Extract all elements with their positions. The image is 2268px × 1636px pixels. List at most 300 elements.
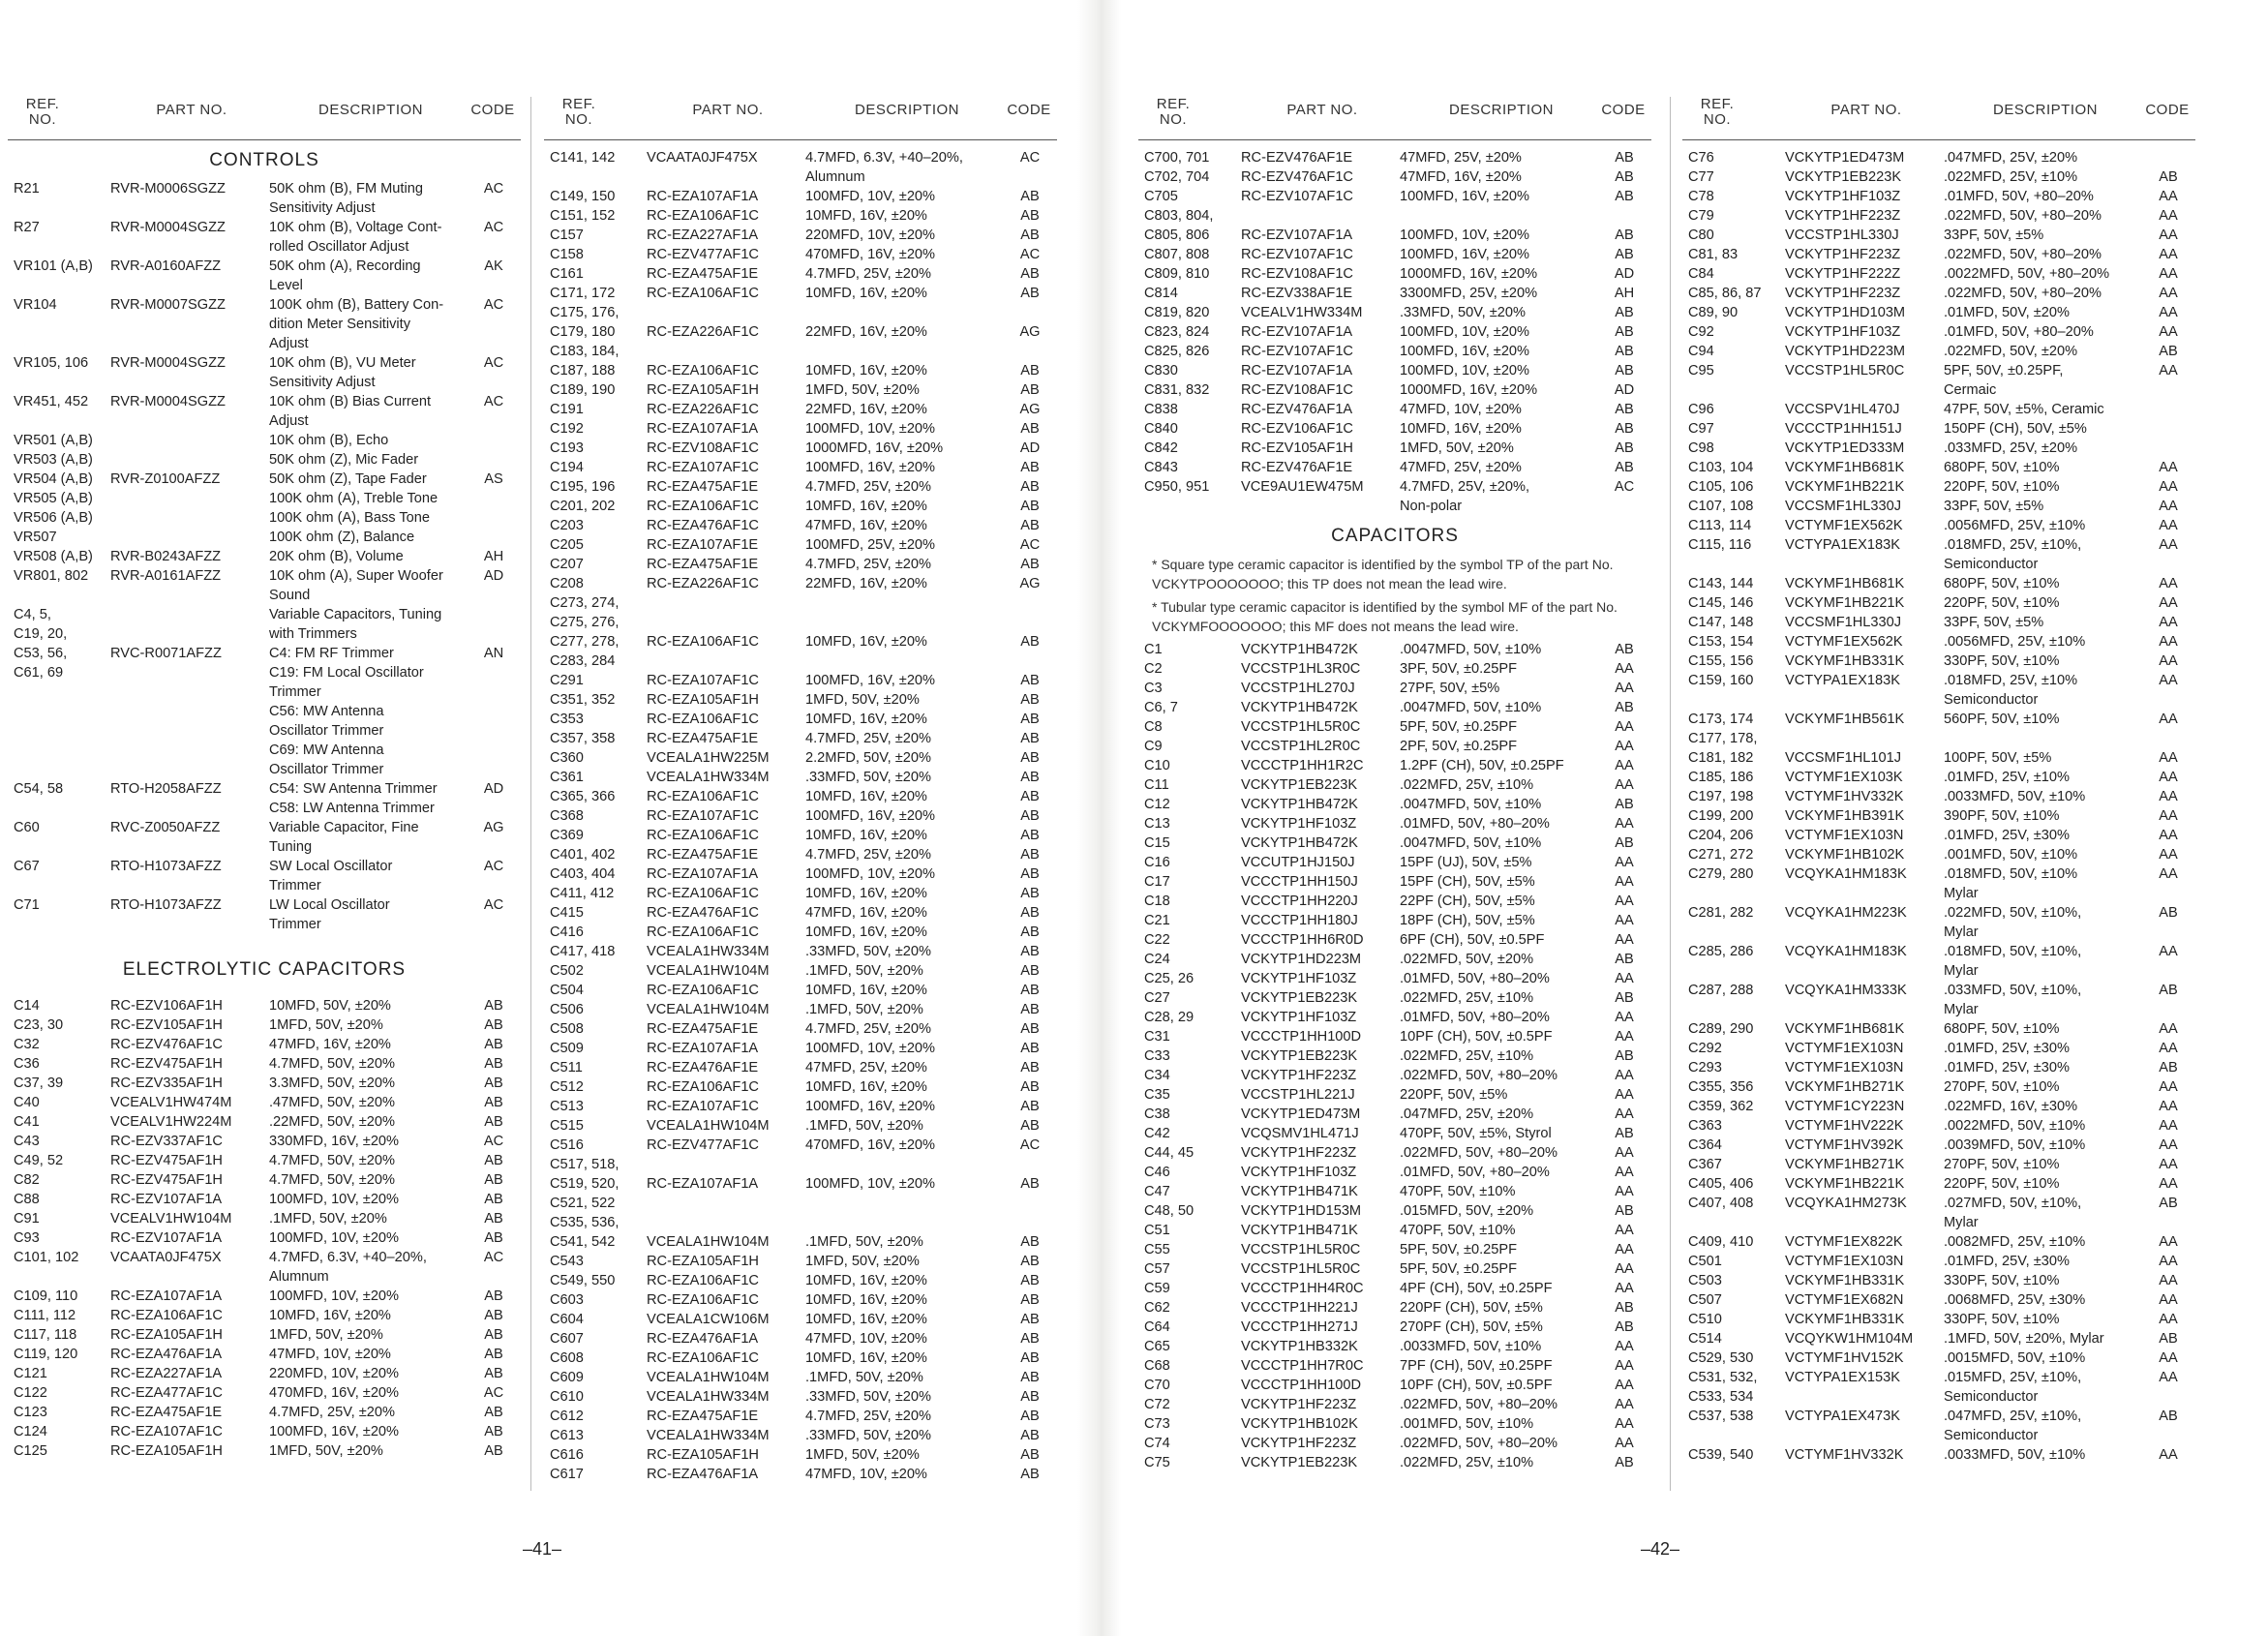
ref-no-cell bbox=[8, 334, 110, 353]
table-row bbox=[544, 322, 1057, 342]
description-cell: Semiconductor bbox=[1944, 1428, 2039, 1443]
part-no-cell: VCTYMF1EX103N bbox=[1785, 1041, 1904, 1056]
description-cell: Sensitivity Adjust bbox=[269, 375, 376, 390]
code-cell bbox=[470, 528, 517, 547]
table-row bbox=[1682, 1387, 2195, 1407]
table-row bbox=[1138, 1453, 1651, 1472]
ref-no-cell: C151, 152 bbox=[550, 208, 616, 224]
code-cell: AA bbox=[1615, 894, 1634, 909]
table-row bbox=[1138, 1143, 1651, 1163]
table-row bbox=[1682, 768, 2195, 787]
table-row bbox=[1138, 1201, 1651, 1221]
column-divider bbox=[530, 97, 531, 1491]
code-cell: AD bbox=[1019, 440, 1041, 456]
part-no-cell bbox=[110, 915, 269, 934]
table-row bbox=[1682, 458, 2195, 477]
code-cell: AB bbox=[1020, 189, 1040, 204]
ref-no-cell: C702, 704 bbox=[1144, 169, 1210, 185]
ref-no-cell: C173, 174 bbox=[1688, 712, 1754, 727]
code-cell: AB bbox=[1615, 1300, 1634, 1316]
code-cell: AA bbox=[2159, 1447, 2178, 1463]
part-no-cell: RC-EZA476AF1C bbox=[647, 905, 759, 921]
description-cell: 1.2PF (CH), 50V, ±0.25PF bbox=[1400, 758, 1564, 773]
part-no-cell bbox=[647, 303, 805, 322]
description-cell: 680PF, 50V, ±10% bbox=[1944, 576, 2060, 591]
ref-no-cell: C192 bbox=[550, 421, 584, 437]
code-cell: AA bbox=[2159, 770, 2178, 785]
code-cell bbox=[2145, 1213, 2192, 1232]
ref-no-cell bbox=[8, 876, 110, 895]
ref-no-cell: C78 bbox=[1688, 189, 1714, 204]
table-row bbox=[1682, 923, 2195, 942]
description-cell: .001MFD, 50V, ±10% bbox=[1400, 1416, 1534, 1432]
code-cell: AB bbox=[1020, 1002, 1040, 1017]
table-row bbox=[8, 276, 521, 295]
part-no-cell: RC-EZV476AF1E bbox=[1241, 150, 1353, 166]
description-cell: 100MFD, 10V, ±20% bbox=[805, 1041, 936, 1056]
ref-no-cell: C92 bbox=[1688, 324, 1714, 340]
part-no-cell bbox=[110, 334, 269, 353]
code-cell bbox=[2145, 961, 2192, 981]
part-no-cell: RC-EZA105AF1H bbox=[110, 1443, 223, 1459]
table-row bbox=[1682, 710, 2195, 729]
table-row bbox=[544, 342, 1057, 361]
electrolytic-table-cont bbox=[544, 148, 1057, 1484]
description-cell: 4PF (CH), 50V, ±0.25PF bbox=[1400, 1281, 1553, 1296]
ref-no-cell: C32 bbox=[14, 1037, 40, 1052]
ref-no-cell bbox=[1138, 497, 1241, 516]
ref-no-cell: C16 bbox=[1144, 855, 1170, 870]
table-row bbox=[544, 380, 1057, 400]
ref-no-cell: C609 bbox=[550, 1370, 584, 1385]
code-cell: AB bbox=[1020, 518, 1040, 533]
code-cell: AA bbox=[1615, 777, 1634, 793]
code-cell: AB bbox=[1020, 634, 1040, 650]
part-no-cell: VCKYTP1EB223K bbox=[1241, 1048, 1358, 1064]
description-cell: .0015MFD, 50V, ±10% bbox=[1944, 1350, 2086, 1366]
code-cell: AB bbox=[1020, 460, 1040, 475]
code-cell: AC bbox=[1614, 479, 1635, 495]
ref-no-cell: C15 bbox=[1144, 835, 1170, 851]
table-row bbox=[1138, 969, 1651, 988]
table-row bbox=[544, 1058, 1057, 1077]
table-row bbox=[1682, 1310, 2195, 1329]
part-no-cell: VCKYTP1HB471K bbox=[1241, 1223, 1358, 1238]
description-cell: .0047MFD, 50V, ±10% bbox=[1400, 642, 1542, 657]
table-row bbox=[544, 729, 1057, 748]
description-cell: 5PF, 50V, ±0.25PF, bbox=[1944, 363, 2064, 379]
code-cell bbox=[2145, 923, 2192, 942]
code-cell bbox=[1007, 167, 1053, 187]
table-row bbox=[8, 1054, 521, 1074]
code-cell: AA bbox=[2159, 1312, 2178, 1327]
part-no-cell: RC-EZV108AF1C bbox=[1241, 382, 1353, 398]
description-cell: LW Local Oscillator bbox=[269, 897, 390, 913]
part-no-cell: VCCSTP1HL330J bbox=[1785, 227, 1899, 243]
ref-no-cell bbox=[1682, 1426, 1785, 1445]
code-cell: AC bbox=[483, 859, 504, 874]
table-row bbox=[1138, 833, 1651, 853]
table-row bbox=[544, 1000, 1057, 1019]
description-cell: 270PF, 50V, ±10% bbox=[1944, 1079, 2060, 1095]
part-no-cell: RC-EZA476AF1A bbox=[647, 1331, 759, 1347]
code-cell: AA bbox=[1615, 1145, 1634, 1161]
table-row bbox=[8, 702, 521, 721]
description-cell: 7PF (CH), 50V, ±0.25PF bbox=[1400, 1358, 1553, 1374]
code-cell: AC bbox=[483, 355, 504, 371]
ref-no-cell: C4, 5, bbox=[14, 607, 51, 622]
description-cell: Semiconductor bbox=[1944, 1389, 2039, 1405]
part-no-cell: VCKYTP1EB223K bbox=[1241, 1455, 1358, 1470]
description-cell: Alumnum bbox=[269, 1269, 329, 1285]
part-no-cell: RC-EZA107AF1A bbox=[647, 421, 759, 437]
part-no-cell bbox=[110, 799, 269, 818]
part-no-cell: VCEALV1HW334M bbox=[1241, 305, 1363, 320]
table-row bbox=[1138, 303, 1651, 322]
ref-no-cell: C111, 112 bbox=[14, 1308, 76, 1323]
code-cell: AB bbox=[1615, 1319, 1634, 1335]
ref-no-cell: C44, 45 bbox=[1144, 1145, 1194, 1161]
part-no-cell: VCKYTP1HD103M bbox=[1785, 305, 1906, 320]
table-row bbox=[1682, 167, 2195, 187]
table-row bbox=[8, 605, 521, 624]
part-no-cell: VCTYMF1HV332K bbox=[1785, 789, 1904, 804]
code-cell: AB bbox=[2159, 1409, 2178, 1424]
table-row bbox=[544, 264, 1057, 284]
code-cell: AB bbox=[1020, 847, 1040, 863]
part-no-cell: VCKYMF1HB561K bbox=[1785, 712, 1905, 727]
description-cell: 3300MFD, 25V, ±20% bbox=[1400, 286, 1538, 301]
ref-no-cell: C504 bbox=[550, 983, 584, 998]
description-cell: 4.7MFD, 50V, ±20% bbox=[269, 1056, 395, 1072]
header-part-no: PART NO. bbox=[1830, 102, 1902, 118]
ref-no-cell: C14 bbox=[14, 998, 40, 1014]
column-2 bbox=[544, 93, 1057, 1484]
table-row bbox=[1682, 1019, 2195, 1039]
description-cell: 33PF, 50V, ±5% bbox=[1944, 615, 2044, 630]
code-cell: AG bbox=[483, 820, 504, 835]
code-cell: AB bbox=[1020, 750, 1040, 766]
description-cell: 47MFD, 16V, ±20% bbox=[269, 1037, 391, 1052]
description-cell: 47MFD, 25V, ±20% bbox=[1400, 150, 1522, 166]
ref-no-cell: C610 bbox=[550, 1389, 584, 1405]
part-no-cell: RC-EZA475AF1E bbox=[647, 266, 759, 282]
part-no-cell: RC-EZA106AF1C bbox=[110, 1308, 223, 1323]
table-row bbox=[1138, 361, 1651, 380]
ref-no-cell: C543 bbox=[550, 1254, 584, 1269]
part-no-cell: RVR-Z0100AFZZ bbox=[110, 471, 221, 487]
code-cell bbox=[470, 876, 517, 895]
part-no-cell: RC-EZA475AF1E bbox=[110, 1405, 223, 1420]
part-no-cell: VCTYMF1HV332K bbox=[1785, 1447, 1904, 1463]
ref-no-cell: C77 bbox=[1688, 169, 1714, 185]
ref-no-cell: C22 bbox=[1144, 932, 1170, 948]
code-cell bbox=[470, 702, 517, 721]
part-no-cell bbox=[110, 198, 269, 218]
description-cell: .0022MFD, 50V, +80–20% bbox=[1944, 266, 2110, 282]
ref-no-cell: C107, 108 bbox=[1688, 499, 1754, 514]
table-row bbox=[1138, 245, 1651, 264]
code-cell: AB bbox=[1020, 983, 1040, 998]
table-row bbox=[1682, 671, 2195, 690]
code-cell: AD bbox=[483, 781, 504, 797]
code-cell bbox=[1601, 206, 1648, 226]
ref-no-cell: C67 bbox=[14, 859, 40, 874]
part-no-cell: RC-EZV107AF1C bbox=[1241, 344, 1353, 359]
description-cell: 5PF, 50V, ±0.25PF bbox=[1400, 1242, 1518, 1257]
ref-no-cell: C501 bbox=[1688, 1254, 1722, 1269]
part-no-cell: VCCCTP1HH100D bbox=[1241, 1378, 1362, 1393]
code-cell: AA bbox=[2159, 828, 2178, 843]
code-cell: AB bbox=[1615, 324, 1634, 340]
ref-no-cell: C194 bbox=[550, 460, 584, 475]
table-row bbox=[1682, 439, 2195, 458]
table-row bbox=[1682, 1290, 2195, 1310]
table-row bbox=[8, 373, 521, 392]
part-no-cell: VCTYMF1HV222K bbox=[1785, 1118, 1904, 1134]
ref-no-cell: C49, 52 bbox=[14, 1153, 64, 1168]
table-row bbox=[1138, 380, 1651, 400]
description-cell: 10MFD, 16V, ±20% bbox=[805, 1350, 927, 1366]
ref-no-cell: C604 bbox=[550, 1312, 584, 1327]
page-number: –41– bbox=[523, 1539, 562, 1559]
description-cell: .01MFD, 25V, ±10% bbox=[1944, 770, 2070, 785]
part-no-cell: VCCSMF1HL330J bbox=[1785, 615, 1902, 630]
code-cell: AA bbox=[2159, 615, 2178, 630]
description-cell: 270PF (CH), 50V, ±5% bbox=[1400, 1319, 1543, 1335]
ref-no-cell: C364 bbox=[1688, 1137, 1722, 1153]
header-ref-no: REF. NO. bbox=[25, 96, 60, 128]
table-row bbox=[1138, 1395, 1651, 1414]
part-no-cell: VCQYKW1HM104M bbox=[1785, 1331, 1914, 1347]
part-no-cell: VCKYTP1EB223K bbox=[1785, 169, 1902, 185]
part-no-cell: VCCSTP1HL5R0C bbox=[1241, 1261, 1361, 1277]
ref-no-cell: C535, 536, bbox=[550, 1215, 620, 1230]
table-row bbox=[1138, 1008, 1651, 1027]
table-row bbox=[1682, 1077, 2195, 1097]
ref-no-cell: C101, 102 bbox=[14, 1250, 79, 1265]
ref-no-cell: R27 bbox=[14, 220, 40, 235]
description-cell: 4.7MFD, 25V, ±20% bbox=[805, 731, 931, 746]
table-row bbox=[8, 431, 521, 450]
description-cell: .022MFD, 50V, +80–20% bbox=[1400, 1397, 1557, 1412]
ref-no-cell: C508 bbox=[550, 1021, 584, 1037]
description-cell: 10PF (CH), 50V, ±0.5PF bbox=[1400, 1378, 1553, 1393]
code-cell: AB bbox=[1020, 1312, 1040, 1327]
ref-no-cell: C145, 146 bbox=[1688, 595, 1754, 611]
description-cell: 10MFD, 16V, ±20% bbox=[805, 286, 927, 301]
description-cell: 18PF (CH), 50V, ±5% bbox=[1400, 913, 1535, 928]
code-cell: AB bbox=[484, 1172, 503, 1188]
description-cell: 470PF, 50V, ±5%, Styrol bbox=[1400, 1126, 1552, 1141]
description-cell: .0047MFD, 50V, ±10% bbox=[1400, 835, 1542, 851]
table-row bbox=[1138, 853, 1651, 872]
ref-no-cell: C37, 39 bbox=[14, 1076, 64, 1091]
description-cell: 4.7MFD, 50V, ±20% bbox=[269, 1172, 395, 1188]
ref-no-cell bbox=[8, 741, 110, 760]
table-row bbox=[1682, 651, 2195, 671]
ref-no-cell: C607 bbox=[550, 1331, 584, 1347]
ref-no-cell: C831, 832 bbox=[1144, 382, 1210, 398]
part-no-cell: RC-EZV107AF1A bbox=[110, 1230, 223, 1246]
table-row bbox=[1682, 1271, 2195, 1290]
description-cell: .0047MFD, 50V, ±10% bbox=[1400, 700, 1542, 715]
table-row bbox=[8, 218, 521, 237]
code-cell: AB bbox=[1615, 402, 1634, 417]
code-cell bbox=[470, 450, 517, 470]
description-cell: .027MFD, 50V, ±10%, bbox=[1944, 1196, 2082, 1211]
description-cell: .01MFD, 25V, ±30% bbox=[1944, 828, 2070, 843]
part-no-cell: VCKYTP1HF223Z bbox=[1785, 286, 1901, 301]
part-no-cell: RC-EZA477AF1C bbox=[110, 1385, 223, 1401]
table-row bbox=[1138, 477, 1651, 497]
table-row bbox=[1682, 361, 2195, 380]
code-cell: AA bbox=[2159, 1350, 2178, 1366]
table-row bbox=[8, 508, 521, 528]
part-no-cell bbox=[110, 741, 269, 760]
ref-no-cell: C65 bbox=[1144, 1339, 1170, 1354]
description-cell: 100MFD, 10V, ±20% bbox=[1400, 324, 1530, 340]
code-cell: AB bbox=[484, 1424, 503, 1439]
table-row bbox=[544, 1116, 1057, 1136]
description-cell: 10MFD, 16V, ±20% bbox=[1400, 421, 1522, 437]
ref-no-cell: C158 bbox=[550, 247, 584, 262]
description-cell: .01MFD, 50V, +80–20% bbox=[1400, 1165, 1550, 1180]
code-cell: AB bbox=[1020, 1389, 1040, 1405]
table-row bbox=[8, 682, 521, 702]
code-cell bbox=[1007, 342, 1053, 361]
description-cell: 10MFD, 16V, ±20% bbox=[805, 1312, 927, 1327]
ref-no-cell: C361 bbox=[550, 770, 584, 785]
description-cell: .01MFD, 25V, ±30% bbox=[1944, 1060, 2070, 1076]
description-cell: Adjust bbox=[269, 413, 309, 429]
code-cell bbox=[470, 682, 517, 702]
ref-no-cell: C81, 83 bbox=[1688, 247, 1739, 262]
description-cell: .0047MFD, 50V, ±10% bbox=[1400, 797, 1542, 812]
code-cell: AB bbox=[1615, 1048, 1634, 1064]
description-cell: 27PF, 50V, ±5% bbox=[1400, 681, 1500, 696]
table-row bbox=[8, 1364, 521, 1383]
part-no-cell: VCCSTP1HL2R0C bbox=[1241, 739, 1361, 754]
part-no-cell bbox=[1785, 555, 1944, 574]
part-no-cell: RC-EZA106AF1C bbox=[647, 363, 759, 379]
code-cell bbox=[470, 315, 517, 334]
description-cell: 47MFD, 25V, ±20% bbox=[805, 1060, 927, 1076]
description-cell: 150PF (CH), 50V, ±5% bbox=[1944, 421, 2087, 437]
code-cell: AA bbox=[2159, 499, 2178, 514]
column-3 bbox=[1138, 93, 1651, 1472]
header-part-no: PART NO. bbox=[156, 102, 227, 118]
ref-no-cell: C41 bbox=[14, 1114, 40, 1130]
ref-no-cell: C502 bbox=[550, 963, 584, 979]
table-row bbox=[8, 876, 521, 895]
code-cell: AB bbox=[2159, 1060, 2178, 1076]
description-cell: .0033MFD, 50V, ±10% bbox=[1944, 789, 2086, 804]
part-no-cell: VCKYTP1HB471K bbox=[1241, 1184, 1358, 1199]
table-row bbox=[1138, 1434, 1651, 1453]
table-row bbox=[8, 566, 521, 586]
part-no-cell bbox=[647, 167, 805, 187]
ref-no-cell: C179, 180 bbox=[550, 324, 616, 340]
code-cell: AB bbox=[1615, 227, 1634, 243]
description-cell: .1MFD, 50V, ±20% bbox=[805, 963, 923, 979]
description-cell: 470PF, 50V, ±10% bbox=[1400, 1184, 1516, 1199]
table-header bbox=[1138, 93, 1651, 140]
table-row bbox=[1138, 1318, 1651, 1337]
part-no-cell: VCKYMF1HB681K bbox=[1785, 576, 1905, 591]
description-cell: 100MFD, 16V, ±20% bbox=[269, 1424, 400, 1439]
part-no-cell: VCKYTP1HF223Z bbox=[1241, 1068, 1357, 1083]
table-row bbox=[544, 1465, 1057, 1484]
description-cell: .022MFD, 25V, ±10% bbox=[1400, 777, 1534, 793]
description-cell: 10MFD, 16V, ±20% bbox=[805, 1079, 927, 1095]
description-cell bbox=[805, 593, 1007, 613]
ref-no-cell: C119, 120 bbox=[14, 1347, 78, 1362]
table-row bbox=[544, 497, 1057, 516]
description-cell: 4.7MFD, 25V, ±20% bbox=[805, 479, 931, 495]
table-row bbox=[544, 226, 1057, 245]
part-no-cell bbox=[647, 1213, 805, 1232]
table-row bbox=[8, 179, 521, 198]
ref-no-cell: C19, 20, bbox=[14, 626, 68, 642]
code-cell: AA bbox=[1615, 1281, 1634, 1296]
description-cell: C56: MW Antenna bbox=[269, 704, 384, 719]
ref-no-cell: C122 bbox=[14, 1385, 47, 1401]
description-cell: 10MFD, 16V, ±20% bbox=[805, 712, 927, 727]
table-row bbox=[8, 895, 521, 915]
part-no-cell: VCEALA1HW104M bbox=[647, 1234, 770, 1250]
table-row bbox=[1682, 477, 2195, 497]
ref-no-cell: C531, 532, bbox=[1688, 1370, 1758, 1385]
ref-no-cell: C512 bbox=[550, 1079, 584, 1095]
ref-no-cell: C289, 290 bbox=[1688, 1021, 1754, 1037]
part-no-cell: VCKYTP1HF223Z bbox=[1785, 208, 1901, 224]
table-row bbox=[544, 555, 1057, 574]
ref-no-cell: C105, 106 bbox=[1688, 479, 1754, 495]
part-no-cell: RVR-A0161AFZZ bbox=[110, 568, 222, 584]
ref-no-cell: C97 bbox=[1688, 421, 1714, 437]
table-row bbox=[8, 779, 521, 799]
table-row bbox=[544, 245, 1057, 264]
part-no-cell: RC-EZV107AF1C bbox=[1241, 189, 1353, 204]
code-cell: AB bbox=[1615, 440, 1634, 456]
description-cell: 4.7MFD, 6.3V, +40–20%, bbox=[805, 150, 963, 166]
description-cell: 3.3MFD, 50V, ±20% bbox=[269, 1076, 395, 1091]
ref-no-cell bbox=[1682, 690, 1785, 710]
code-cell: AB bbox=[1615, 363, 1634, 379]
description-cell: 100MFD, 10V, ±20% bbox=[1400, 227, 1530, 243]
code-cell: AA bbox=[2159, 324, 2178, 340]
description-cell: .047MFD, 25V, ±20% bbox=[1944, 150, 2078, 166]
code-cell: AB bbox=[1615, 700, 1634, 715]
table-row bbox=[1138, 458, 1651, 477]
code-cell: AB bbox=[2159, 169, 2178, 185]
table-row bbox=[544, 187, 1057, 206]
table-row bbox=[1682, 1194, 2195, 1213]
description-cell: C54: SW Antenna Trimmer bbox=[269, 781, 438, 797]
ref-no-cell: C183, 184, bbox=[550, 344, 620, 359]
table-row bbox=[1138, 187, 1651, 206]
part-no-cell: RC-EZV476AF1C bbox=[110, 1037, 223, 1052]
code-cell: AA bbox=[1615, 1358, 1634, 1374]
table-row bbox=[1682, 903, 2195, 923]
table-row bbox=[544, 826, 1057, 845]
part-no-cell bbox=[110, 315, 269, 334]
description-cell: .1MFD, 50V, ±20%, Mylar bbox=[1944, 1331, 2104, 1347]
ref-no-cell: C84 bbox=[1688, 266, 1714, 282]
table-row bbox=[1682, 264, 2195, 284]
description-cell: Trimmer bbox=[269, 917, 321, 932]
